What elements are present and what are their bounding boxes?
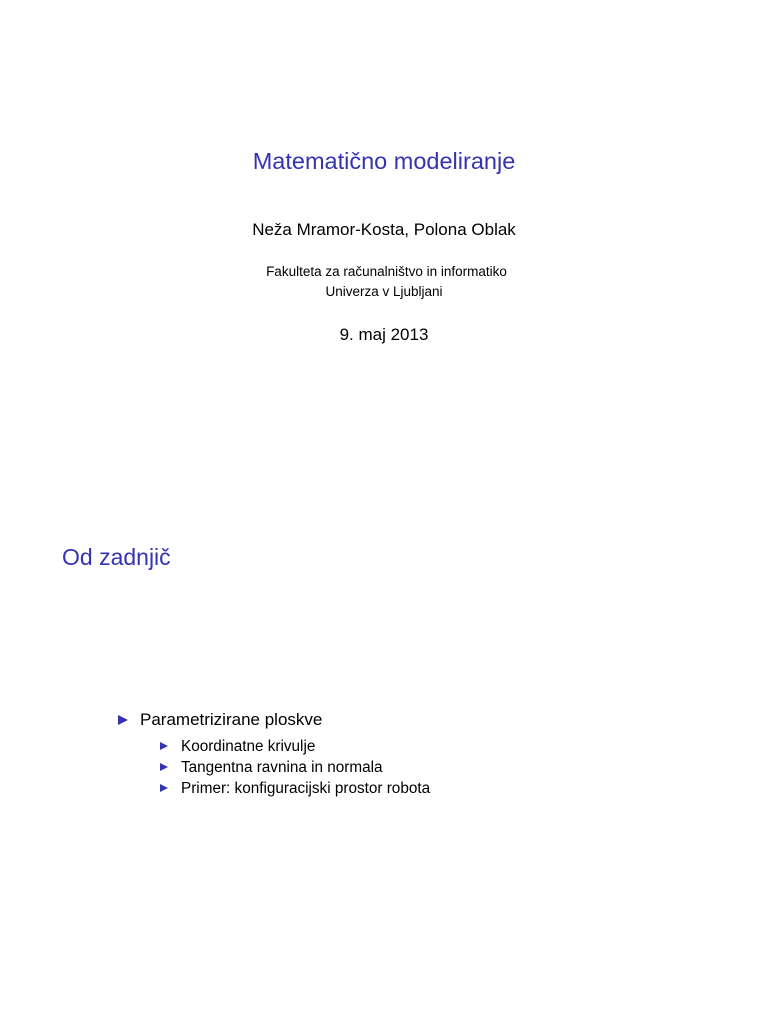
triangle-bullet-icon xyxy=(118,715,128,725)
institute-line-university: Univerza v Ljubljani xyxy=(325,284,443,299)
outline-slide xyxy=(0,512,768,1024)
list-item-label: Parametrizirane ploskve xyxy=(140,710,323,729)
sub-list-item-label: Tangentna ravnina in normala xyxy=(181,758,383,776)
presentation-title: Matematično modeliranje xyxy=(252,148,516,174)
triangle-bullet-icon xyxy=(160,742,168,750)
institute-line-faculty: Fakulteta za računalništvo in informatiko xyxy=(266,264,507,279)
sub-list-item-label: Koordinatne krivulje xyxy=(181,737,316,755)
institute xyxy=(0,262,768,302)
triangle-bullet-icon xyxy=(160,763,168,771)
authors: Neža Mramor-Kosta, Polona Oblak xyxy=(252,220,516,239)
slide-heading: Od zadnjič xyxy=(62,544,171,570)
presentation-date: 9. maj 2013 xyxy=(339,325,429,344)
sub-list-item-label: Primer: konfiguracijski prostor robota xyxy=(181,779,431,797)
triangle-bullet-icon xyxy=(160,784,168,792)
